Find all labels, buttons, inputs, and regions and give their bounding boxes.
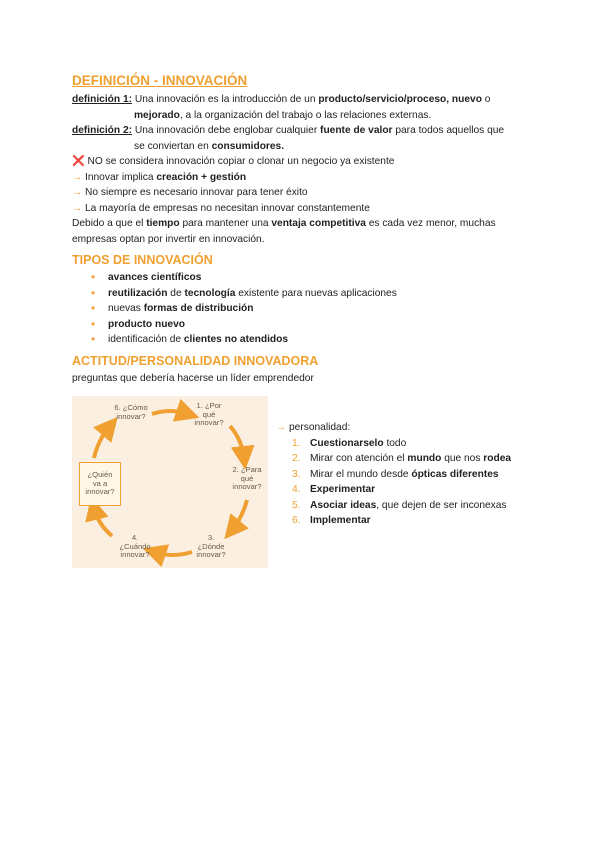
list-item: • nuevas formas de distribución	[108, 301, 532, 317]
arrow-right-icon: →	[72, 187, 83, 198]
list-item: • identificación de clientes no atendidos	[108, 332, 532, 348]
arrow-line-3: → La mayoría de empresas no necesitan innovar constantemente	[72, 202, 370, 214]
definition-1-cont: mejorado, a la organización del trabajo o las relaciones externas.	[134, 109, 432, 121]
list-item: • reutilización de tecnología existente para nuevas aplicaciones	[108, 286, 532, 302]
arrow-right-icon: →	[72, 171, 83, 183]
competitive-paragraph: Debido a que el tiempo para mantener una ventaja competitiva es cada vez menor, muchas empresas optan por invertir en innovación.	[72, 218, 496, 245]
cycle-node-1: 1. ¿Por qué innovar?	[194, 401, 224, 428]
list-item: 6. Implementar	[292, 515, 371, 526]
list-item: 3. Mirar el mundo desde ópticas diferentes	[292, 468, 499, 480]
cycle-arrow	[232, 500, 247, 530]
cross-icon: ❌	[72, 156, 85, 167]
list-item: • producto nuevo	[108, 317, 532, 333]
cycle-arrow	[230, 426, 244, 458]
heading-definicion: DEFINICIÓN - INNOVACIÓN	[72, 73, 248, 88]
personality-label: → personalidad:	[276, 422, 351, 433]
not-innovation-line: ❌ NO se considera innovación copiar o clonar un negocio ya existente	[72, 156, 395, 167]
arrow-line-1: → Innovar implica creación + gestión	[72, 171, 247, 183]
arrow-line-2: → No siempre es necesario innovar para tener éxito	[72, 187, 308, 198]
personality-list	[276, 436, 511, 529]
cycle-arrow	[152, 411, 188, 414]
types-list	[72, 270, 532, 348]
list-item: • avances científicos	[108, 270, 532, 286]
personality-section	[276, 420, 511, 529]
definition-2-cont: se conviertan en consumidores.	[134, 140, 285, 152]
definition-2: definición 2: Una innovación debe englobar cualquier fuente de valor para todos aquellos que	[72, 125, 505, 136]
cycle-node-6: 6. ¿Cómo innovar?	[114, 403, 148, 421]
cycle-node-3: 3. ¿Dónde innovar?	[196, 533, 226, 560]
definition-1: definición 1: Una innovación es la introducción de un producto/servicio/proceso, nuevo o	[72, 94, 491, 105]
cycle-node-4: 4. ¿Cuándo innovar?	[119, 533, 151, 560]
arrow-right-icon: →	[72, 202, 83, 214]
list-item: 1. Cuestionarselo todo	[292, 437, 407, 449]
heading-actitud: ACTITUD/PERSONALIDAD INNOVADORA	[72, 353, 319, 368]
list-item: 2. Mirar con atención el mundo que nos rodea	[292, 453, 512, 464]
cycle-diagram	[72, 396, 268, 568]
attitude-subtitle: preguntas que debería hacerse un líder emprendedor	[72, 372, 314, 384]
heading-tipos: TIPOS DE INNOVACIÓN	[72, 253, 213, 267]
cycle-arrow	[94, 426, 110, 458]
cycle-node-2: 2. ¿Para qué innovar?	[232, 465, 262, 492]
list-item: 4. Experimentar	[292, 484, 376, 495]
list-item: 5. Asociar ideas, que dejen de ser inconexas	[292, 499, 507, 511]
cycle-center-box: ¿Quién va a innovar?	[79, 462, 121, 506]
cycle-arrow	[94, 508, 112, 536]
document-body	[72, 72, 532, 386]
arrow-right-icon: →	[276, 422, 287, 433]
